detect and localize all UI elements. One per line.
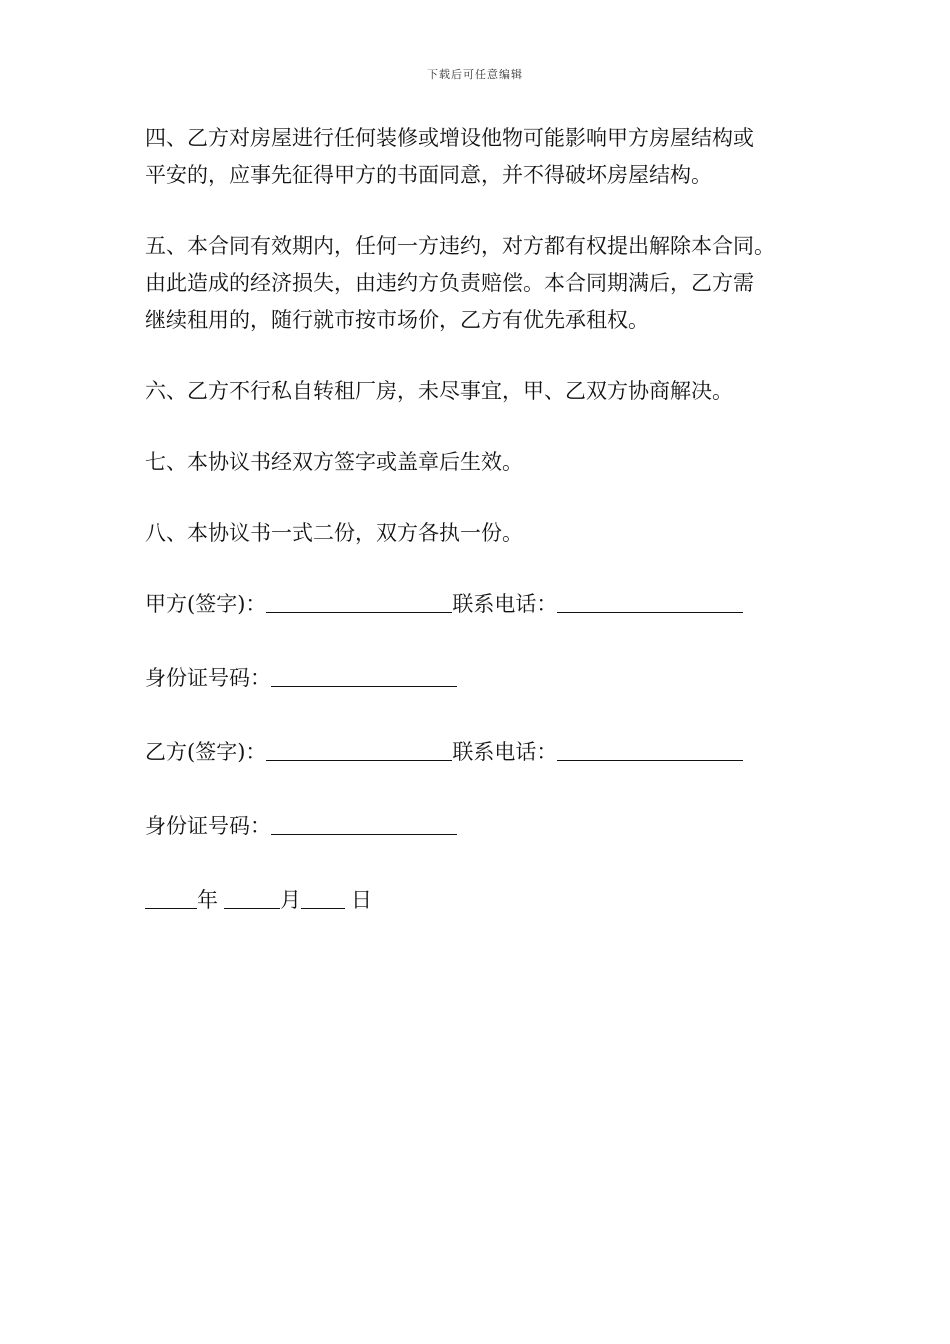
year-blank[interactable] (145, 886, 197, 909)
party-a-phone-label: 联系电话： (452, 592, 558, 616)
month-label: 月 (280, 888, 301, 912)
clause-line: 七、本协议书经双方签字或盖章后生效。 (145, 450, 523, 474)
clause-line: 由此造成的经济损失，由违约方负责赔偿。本合同期满后，乙方需 (145, 271, 754, 295)
month-blank[interactable] (224, 886, 280, 909)
party-a-signature-blank[interactable] (266, 590, 452, 613)
party-a-label: 甲方(签字)： (145, 592, 267, 616)
clause-4 (145, 120, 825, 194)
party-b-id-label: 身份证号码： (145, 814, 271, 838)
party-a-id-blank[interactable] (271, 664, 457, 687)
clause-7 (145, 444, 825, 481)
day-blank[interactable] (301, 886, 345, 909)
party-b-id-row (145, 808, 825, 845)
party-a-phone-blank[interactable] (557, 590, 743, 613)
party-b-signature-blank[interactable] (266, 738, 452, 761)
clause-line: 继续租用的，随行就市按市场价，乙方有优先承租权。 (145, 308, 649, 332)
party-a-id-label: 身份证号码： (145, 666, 271, 690)
clause-6 (145, 373, 825, 410)
page-header: 下载后可任意编辑 (427, 68, 523, 81)
clause-5 (145, 228, 825, 339)
clause-line: 六、乙方不行私自转租厂房，未尽事宜，甲、乙双方协商解决。 (145, 379, 733, 403)
clause-line: 平安的，应事先征得甲方的书面同意，并不得破坏房屋结构。 (145, 163, 712, 187)
year-label: 年 (197, 888, 218, 912)
party-a-id-row (145, 660, 825, 697)
clause-line: 四、乙方对房屋进行任何装修或增设他物可能影响甲方房屋结构或 (145, 126, 754, 150)
day-label: 日 (351, 888, 372, 912)
document-body (145, 120, 825, 956)
clause-line: 八、本协议书一式二份，双方各执一份。 (145, 521, 523, 545)
party-b-signature-row (145, 734, 825, 771)
date-row (145, 882, 825, 919)
party-b-id-blank[interactable] (271, 812, 457, 835)
party-a-signature-row (145, 586, 825, 623)
party-b-phone-label: 联系电话： (452, 740, 558, 764)
party-b-label: 乙方(签字)： (145, 740, 267, 764)
party-b-phone-blank[interactable] (557, 738, 743, 761)
clause-line: 五、本合同有效期内，任何一方违约，对方都有权提出解除本合同。 (145, 234, 775, 258)
clause-8 (145, 515, 825, 552)
